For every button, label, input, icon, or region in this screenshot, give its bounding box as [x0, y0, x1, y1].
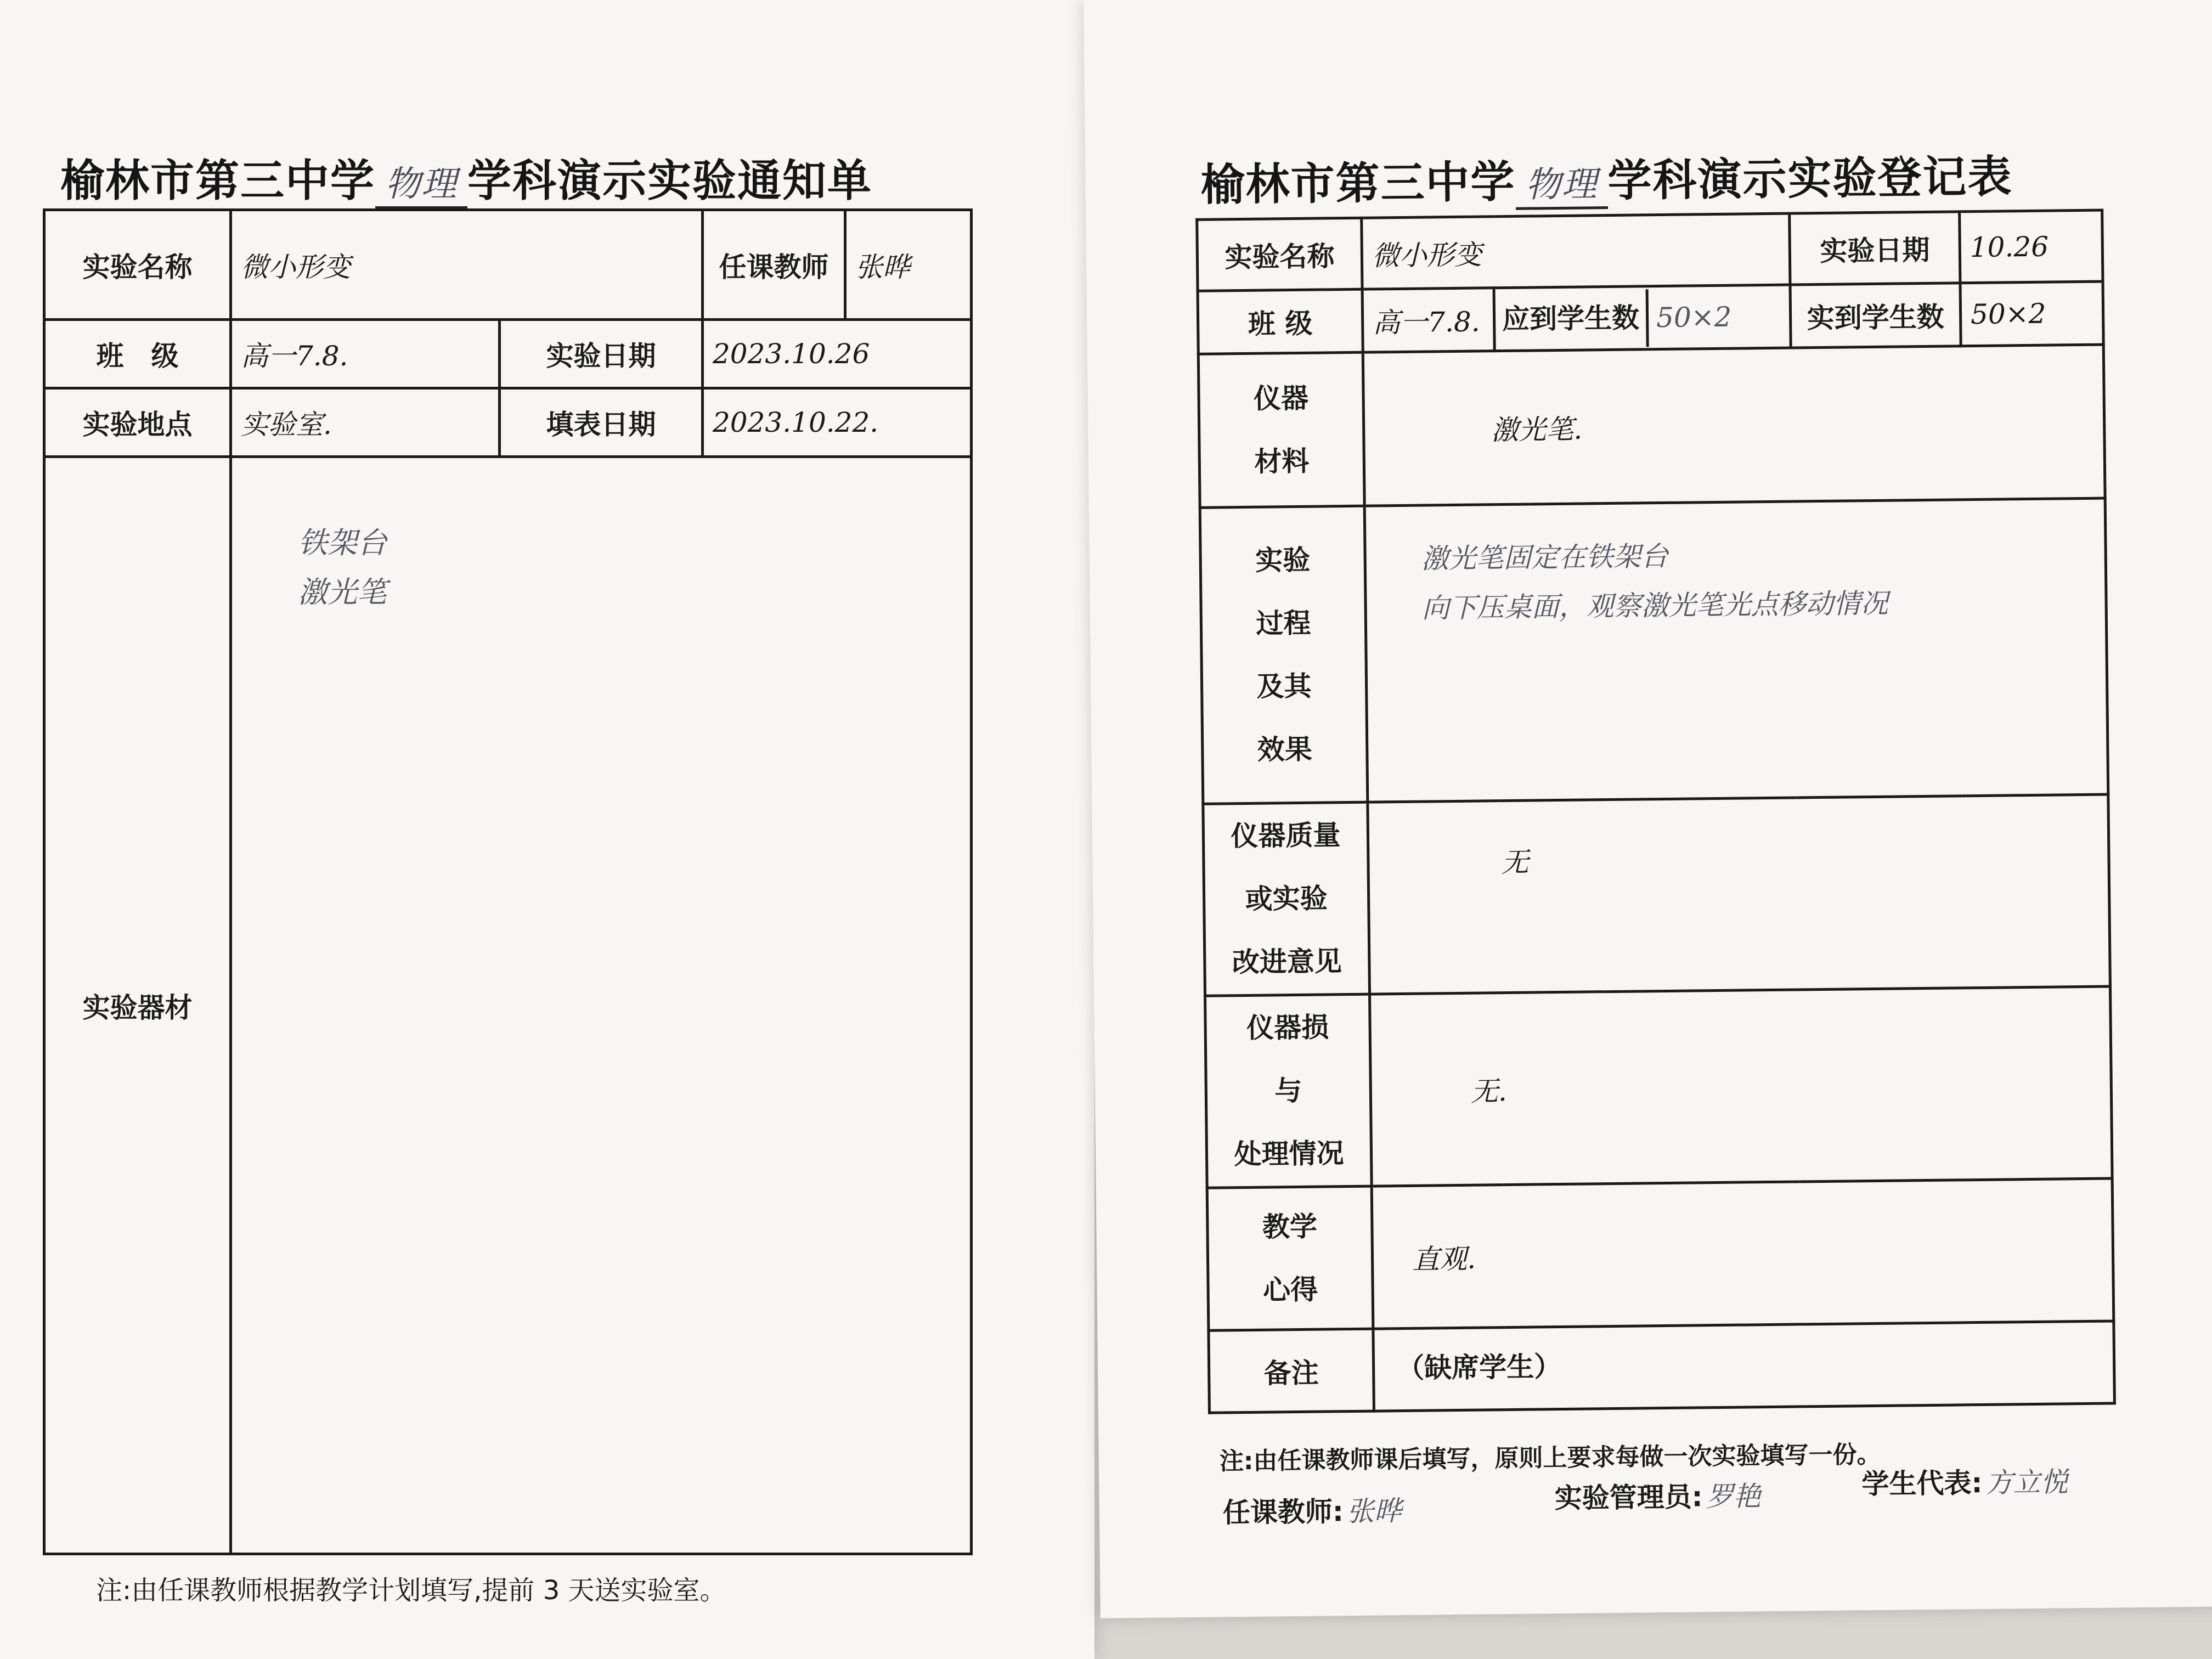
r-label-instruments	[1198, 352, 1364, 507]
sig-admin-value: 罗艳	[1706, 1480, 1761, 1513]
expected-students-cell	[1494, 285, 1791, 351]
r-label-instruments-2: 材料	[1254, 445, 1310, 478]
value-class[interactable]: 高一7.8.	[231, 320, 500, 388]
r-value-quality[interactable]: 无	[1368, 794, 2111, 994]
r-label-damage-3: 处理情况	[1234, 1137, 1344, 1171]
sig-student-label: 学生代表:	[1861, 1466, 1983, 1500]
register-table	[1195, 209, 2116, 1414]
register-note: 注:由任课教师课后填写，原则上要求每做一次实验填写一份。	[1219, 1440, 1881, 1476]
r-label-quality-2: 或实验	[1245, 882, 1328, 916]
r-label-damage	[1205, 994, 1372, 1188]
sig-student	[1861, 1460, 2068, 1502]
equipment-item: 激光笔	[298, 575, 387, 610]
notice-title	[60, 145, 872, 209]
label-location: 实验地点	[44, 388, 231, 457]
r-value-experiment-name[interactable]: 微小形变	[1362, 213, 1790, 289]
r-label-quality-3: 改进意见	[1232, 945, 1342, 979]
label-teacher: 任课教师	[703, 210, 845, 320]
r-label-experiment-name: 实验名称	[1197, 218, 1362, 291]
equipment-area[interactable]	[231, 457, 972, 1554]
r-process-line: 激光笔固定在铁架台	[1421, 540, 1668, 575]
register-subject: 物理	[1515, 156, 1608, 210]
r-label-damage-1: 仪器损	[1246, 1011, 1329, 1044]
value-location[interactable]: 实验室.	[231, 388, 500, 457]
value-experiment-name[interactable]: 微小形变	[231, 210, 703, 320]
r-label-instruments-1: 仪器	[1253, 382, 1309, 415]
notice-note: 注:由任课教师根据教学计划填写,提前 3 天送实验室。	[96, 1575, 726, 1606]
equipment-item: 铁架台	[298, 526, 387, 560]
r-label-process-1: 实验	[1255, 544, 1311, 577]
register-sheet	[1084, 0, 2212, 1618]
r-label-process	[1200, 506, 1368, 804]
r-label-quality-1: 仪器质量	[1231, 819, 1341, 853]
r-label-class: 班 级	[1198, 289, 1363, 354]
sig-student-value: 方立悦	[1985, 1466, 2068, 1499]
label-fill-date: 填表日期	[500, 388, 703, 457]
r-process-area[interactable]	[1364, 498, 2108, 802]
sig-admin	[1554, 1474, 1761, 1516]
label-equipment: 实验器材	[44, 457, 231, 1554]
label-experiment-name: 实验名称	[44, 210, 231, 320]
r-process-line: 向下压桌面，观察激光笔光点移动情况	[1421, 587, 1888, 624]
label-class: 班 级	[44, 320, 231, 388]
r-label-actual-students: 实到学生数	[1790, 283, 1961, 348]
r-label-experiment-date: 实验日期	[1790, 212, 1960, 285]
r-label-reflection-1: 教学	[1262, 1210, 1318, 1243]
r-label-expected-students: 应到学生数	[1496, 289, 1649, 348]
r-label-quality	[1203, 802, 1370, 996]
r-value-experiment-date[interactable]: 10.26	[1960, 210, 2103, 283]
sig-teacher-value: 张晔	[1346, 1495, 1402, 1528]
value-experiment-date[interactable]: 2023.10.26	[703, 320, 972, 388]
register-title	[1200, 141, 2013, 213]
r-label-process-3: 及其	[1256, 670, 1312, 703]
register-title-suffix: 学科演示实验登记表	[1607, 151, 2013, 207]
r-value-expected-students[interactable]: 50×2	[1656, 301, 1732, 334]
r-value-absent[interactable]: （缺席学生）	[1373, 1321, 2114, 1411]
r-value-damage[interactable]: 无.	[1370, 986, 2113, 1186]
notice-table	[43, 208, 973, 1555]
r-label-reflection-2: 心得	[1262, 1273, 1318, 1306]
r-label-damage-2: 与	[1274, 1074, 1302, 1107]
value-fill-date[interactable]: 2023.10.22.	[703, 388, 972, 457]
r-value-reflection[interactable]: 直观.	[1372, 1178, 2114, 1329]
r-label-process-4: 效果	[1257, 733, 1313, 766]
r-label-remarks: 备注	[1209, 1329, 1374, 1413]
sig-teacher-label: 任课教师:	[1222, 1496, 1344, 1529]
r-value-instruments[interactable]: 激光笔.	[1363, 345, 2105, 506]
r-value-actual-students[interactable]: 50×2	[1960, 281, 2103, 346]
notice-title-suffix: 学科演示实验通知单	[467, 155, 872, 206]
sig-admin-label: 实验管理员:	[1554, 1481, 1703, 1515]
value-teacher[interactable]: 张晔	[845, 210, 972, 320]
r-label-process-2: 过程	[1256, 607, 1311, 640]
r-value-class[interactable]: 高一7.8.	[1362, 288, 1494, 353]
notice-sheet	[0, 0, 1094, 1659]
sig-teacher	[1222, 1489, 1402, 1530]
register-title-prefix: 榆林市第三中学	[1200, 156, 1516, 211]
notice-title-prefix: 榆林市第三中学	[60, 155, 375, 206]
notice-subject: 物理	[375, 156, 467, 209]
label-experiment-date: 实验日期	[500, 320, 703, 388]
r-label-reflection	[1207, 1186, 1373, 1330]
